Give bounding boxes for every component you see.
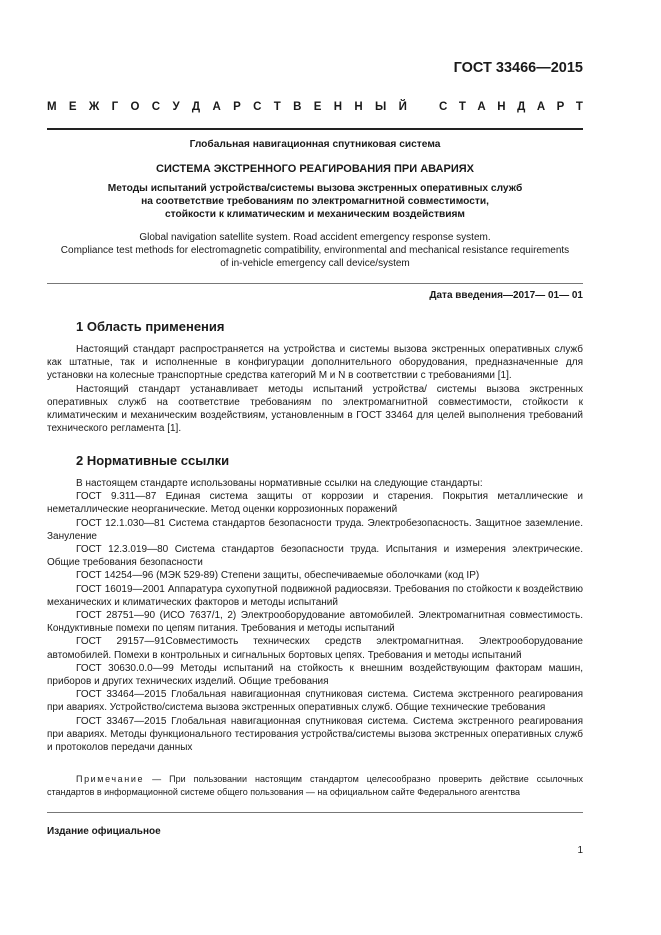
standard-code: ГОСТ 33466—2015 (453, 60, 583, 76)
banner-letter: В (293, 101, 302, 113)
banner-letter: Й (398, 101, 407, 113)
reference-item: ГОСТ 14254—96 (МЭК 529-89) Степени защиты, обеспечиваемые оболочками (код IP) (76, 570, 480, 582)
paragraph: В настоящем стандарте использованы нормативные ссылки на следующие стандарты: (76, 478, 483, 489)
paragraph: Настоящий стандарт распространяется на устройства и системы вызова экстренных оперативных служб как штатные, так и исполненные в конфигурации дополнительного оборудования, предназначенные для установки на колесные транспортные средства категорий М и N в соответствии с требованиями [1]. (47, 344, 583, 382)
banner-letter: А (477, 101, 486, 113)
banner-letter: Д (517, 101, 526, 113)
main-title: СИСТЕМА ЭКСТРЕННОГО РЕАГИРОВАНИЯ ПРИ АВАРИЯХ (156, 163, 474, 175)
section-body-references (47, 477, 583, 754)
banner-letter: Ж (88, 101, 100, 113)
note-label: Примечание (76, 774, 145, 784)
reference-item: ГОСТ 33464—2015 Глобальная навигационная спутниковая система. Система экстренного реагирования при авариях. Устройство/система вызова экстренных оперативных служб. Общие технические требования (47, 689, 583, 714)
banner-letter: Н (497, 101, 506, 113)
section-body-scope (47, 343, 583, 435)
banner-letter: Р (233, 101, 241, 113)
banner-letter: Р (556, 101, 565, 113)
subtitle-line: на соответствие требованиям по электромагнитной совместимости, (141, 196, 489, 207)
banner-letter: С (151, 101, 161, 113)
banner-letter: С (439, 101, 448, 113)
header-divider (47, 128, 583, 130)
banner-letter: А (212, 101, 221, 113)
reference-item: ГОСТ 33467—2015 Глобальная навигационная спутниковая система. Система экстренного реагирования при авариях. Методы функционального тестирования устройства/системы вызова экстренных оперативных служб и протоколов передачи данных (47, 715, 583, 754)
english-title-line: of in-vehicle emergency call device/system (220, 258, 410, 269)
reference-item: ГОСТ 9.311—87 Единая система защиты от коррозии и старения. Покрытия металлические и неметаллические неорганические. Метод оценки коррозионных поражений (47, 491, 583, 516)
banner-letter: Е (313, 101, 322, 113)
english-title-line: Compliance test methods for electromagnetic compatibility, environmental and mechanical resistance requirements (60, 245, 570, 256)
interstate-word (47, 101, 407, 113)
footer-divider (47, 812, 583, 813)
reference-item: ГОСТ 29157—91Совместимость технических средств электромагнитная. Электрооборудование автомобилей. Помехи в контрольных и сигнальных бортовых цепях. Требования и методы испытаний (47, 636, 583, 661)
banner-letter: У (172, 101, 180, 113)
banner-letter: Н (333, 101, 343, 113)
banner-letter: О (130, 101, 140, 113)
banner-letter: С (253, 101, 262, 113)
interstate-standard-banner (47, 99, 583, 115)
section-heading-scope: 1 Область применения (76, 319, 225, 334)
banner-letter: Т (458, 101, 466, 113)
reference-item: ГОСТ 30630.0.0—99 Методы испытаний на стойкость к внешним воздействующим факторам машин, приборов и других технических изделий. Общие требования (47, 662, 583, 688)
official-edition: Издание официальное (47, 826, 161, 837)
section-heading-references: 2 Нормативные ссылки (76, 453, 230, 468)
banner-letter: Д (191, 101, 201, 113)
reference-item: ГОСТ 28751—90 (ИСО 7637/1, 2) Электрооборудование автомобилей. Электромагнитная совместимость. Кондуктивные помехи по цепям питания. Требования и методы испытаний (47, 610, 583, 635)
banner-letter: Е (68, 101, 77, 113)
english-title (47, 231, 583, 270)
paragraph: Настоящий стандарт устанавливает методы испытаний устройства/ системы вызова экстренных оперативных служб на соответствие требованиям по электромагнитной совместимости, стойкости к климатическим и механическим воздействиям, установленным в ГОСТ 33464 для целей выполнения требований технического регламента [1]. (47, 383, 583, 435)
note (47, 773, 583, 798)
banner-letter: Т (575, 101, 583, 113)
note-text: — При пользовании настоящим стандартом целесообразно проверить действие ссылочных стандартов в информационной системе общего пользования — на официальном сайте Федерального агентства (47, 774, 583, 797)
banner-letter: Т (273, 101, 281, 113)
standard-word (439, 101, 583, 113)
subtitle-line: Методы испытаний устройства/системы вызова экстренных оперативных служб (107, 183, 523, 194)
banner-letter: Ы (375, 101, 387, 113)
reference-item: ГОСТ 16019—2001 Аппаратура сухопутной подвижной радиосвязи. Требования по стойкости к воздействию механических и климатических факторов и методы испытаний (47, 583, 583, 608)
subtitle (47, 182, 583, 221)
english-title-line: Global navigation satellite system. Road accident emergency response system. (139, 232, 491, 243)
banner-letter: Н (354, 101, 363, 113)
reference-item: ГОСТ 12.3.019—80 Система стандартов безопасности труда. Испытания и измерения электрические. Общие требования безопасности (47, 544, 583, 569)
introduction-date: Дата введения—2017— 01— 01 (429, 290, 583, 301)
banner-letter: Г (111, 101, 119, 113)
subtitle-line: стойкости к климатическим и механическим воздействиям (165, 209, 465, 220)
page-number: 1 (577, 845, 583, 856)
title-divider (47, 283, 583, 284)
banner-letter: М (47, 101, 57, 113)
system-title: Глобальная навигационная спутниковая система (189, 139, 441, 150)
banner-letter: А (536, 101, 546, 113)
reference-item: ГОСТ 12.1.030—81 Система стандартов безопасности труда. Электробезопасность. Защитное заземление. Зануление (47, 517, 583, 542)
